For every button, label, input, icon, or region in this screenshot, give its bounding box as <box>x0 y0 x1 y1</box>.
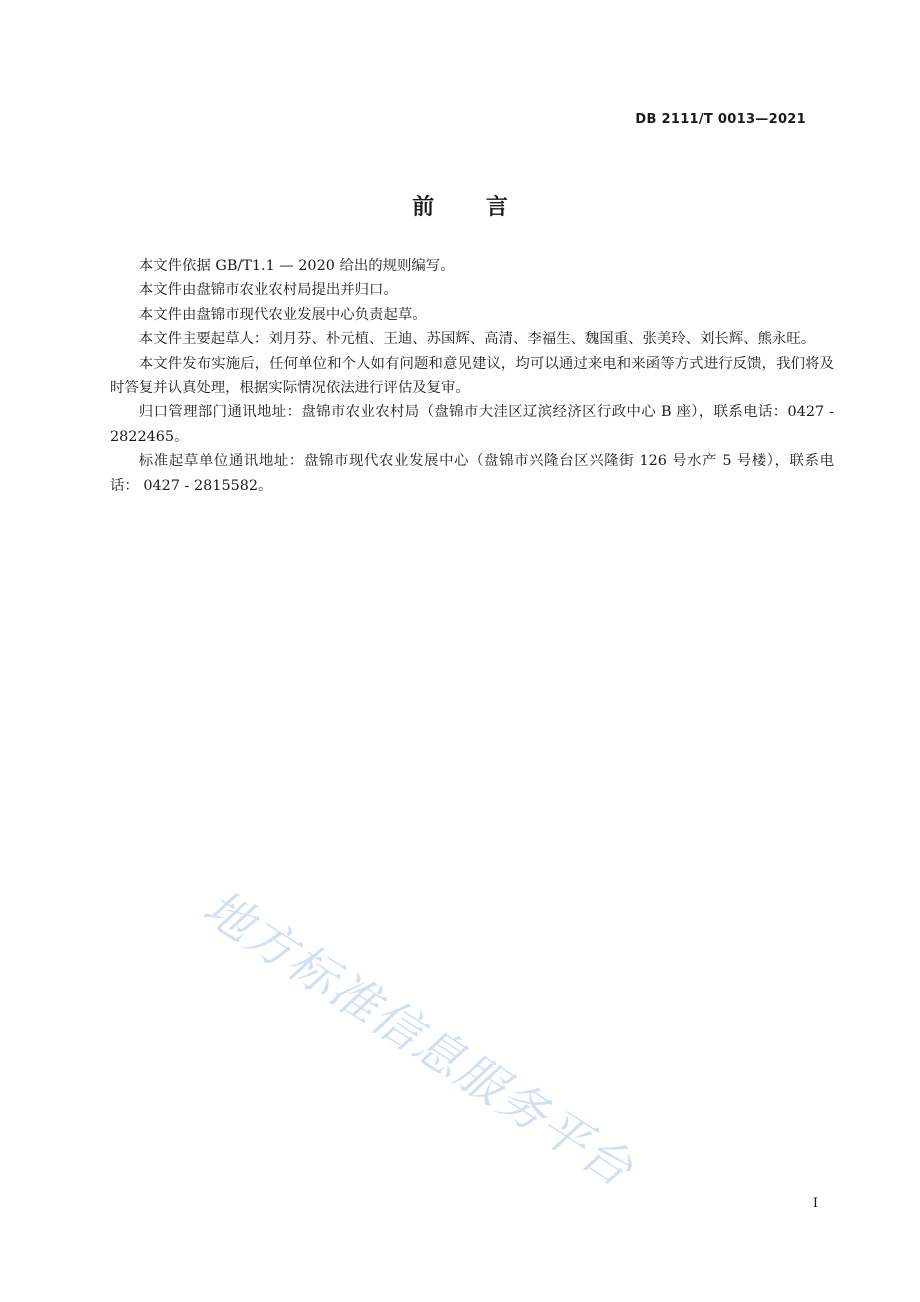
document-code: DB 2111/T 0013—2021 <box>635 112 806 127</box>
paragraph-drafters: 本文件主要起草人：刘月芬、朴元植、王迪、苏国辉、高清、李福生、魏国重、张美玲、刘长辉、熊永旺。 <box>138 331 816 348</box>
paragraph-drafting-unit: 本文件由盘锦市现代农业发展中心负责起草。 <box>138 306 427 323</box>
paragraph-feedback: 本文件发布实施后，任何单位和个人如有问题和意见建议，均可以通过来电和来函等方式进行反馈，我们将及时答复并认真处理，根据实际情况依法进行评估及复审。 <box>110 355 834 397</box>
page-title: 前 言 <box>412 195 530 220</box>
watermark: 地方标准信息服务平台 <box>193 879 644 1199</box>
foreword-body <box>110 254 834 498</box>
paragraph-management-address: 归口管理部门通讯地址：盘锦市农业农村局（盘锦市大洼区辽滨经济区行政中心 B 座），联系电话：0427 - 2822465。 <box>110 404 834 445</box>
page-number: I <box>812 1196 818 1211</box>
paragraph-drafter-address: 标准起草单位通讯地址：盘锦市现代农业发展中心（盘锦市兴隆台区兴隆街 126 号水产 5 号楼），联系电话： 0427 - 2815582。 <box>110 453 834 494</box>
paragraph-proposer: 本文件由盘锦市农业农村局提出并归口。 <box>138 282 398 299</box>
paragraph-drafting-rules: 本文件依据 GB/T1.1 — 2020 给出的规则编写。 <box>138 258 455 274</box>
